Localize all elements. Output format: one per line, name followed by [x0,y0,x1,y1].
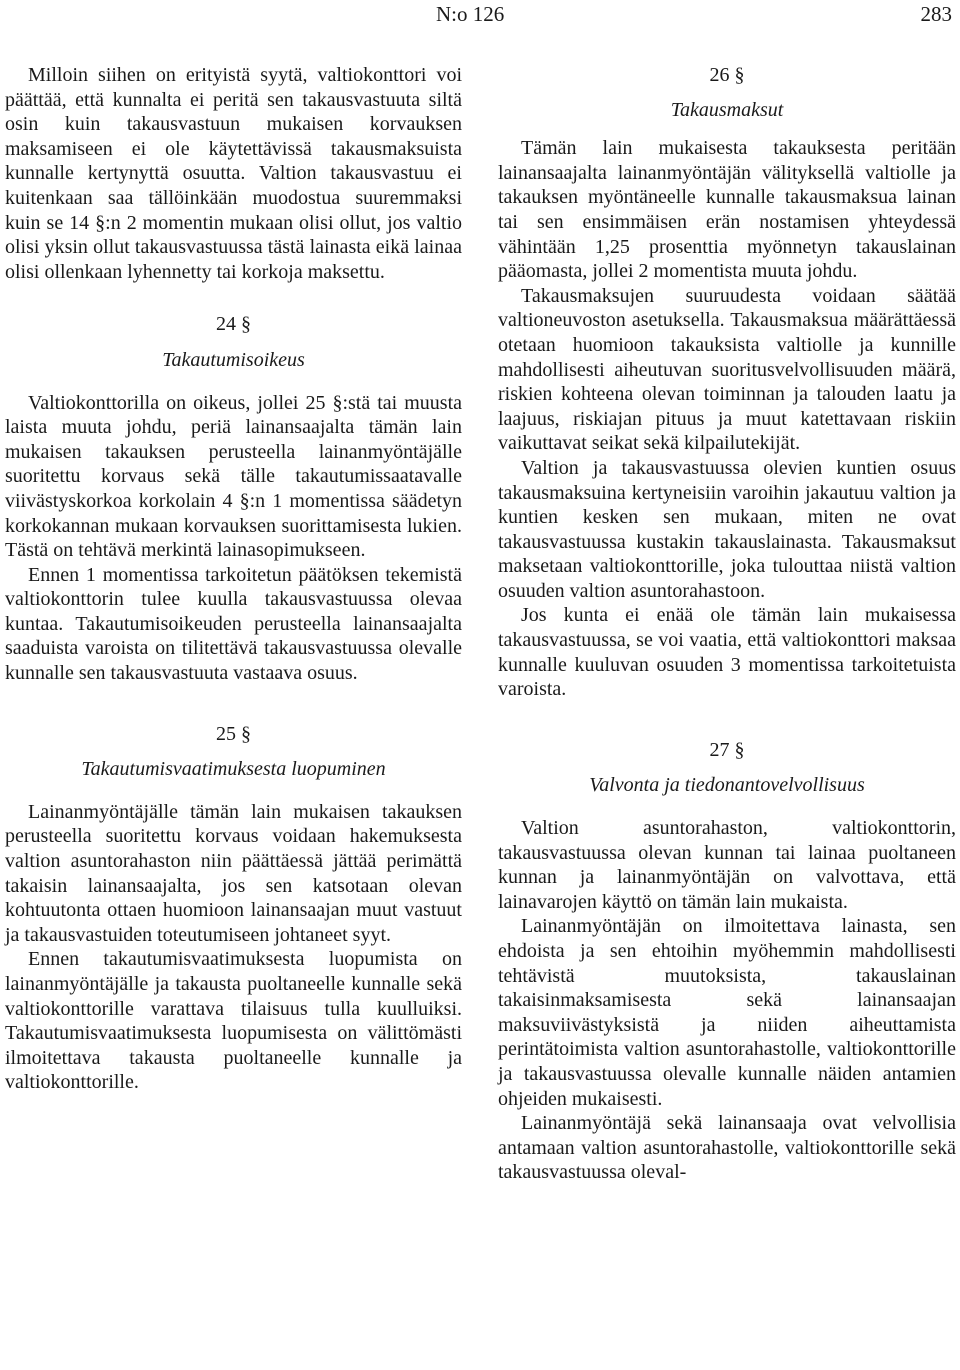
section-24-paragraph: Valtiokonttorilla on oikeus, jollei 25 §:stä tai muusta laista muuta johdu, periä lainansaajalta tämän lain mukaisen takauksen perusteella lainanmyöntäjälle suoritettu korvaus sekä tälle takautumissaatavalle viivästyskorkoa korkolain 4 §:n 1 momentissa säädetyn korkokannan mukaan korvauksen suorittamisesta lukien. Tästä on tehtävä merkintä lainasopimukseen. [5,391,462,562]
right-column [498,63,956,1185]
section-27-title: Valvonta ja tiedonantovelvollisuus [589,774,865,797]
left-column [5,63,462,1095]
section-26-paragraph: Takausmaksujen suuruudesta voidaan säätää valtioneuvoston asetuksella. Takausmaksua määrättäessä otetaan huomioon takauksista valtiolle ja kunnille mahdollisesti aiheutuvan suoritusvelvollisuuden määrä, riskien kohteena olevan toiminnan ja talouden laatu ja laajuus, riskiajan pituus ja muut katettavaan riskiin vaikuttavat seikat sekä kilpailutekijät. [498,284,956,455]
page-number: 283 [920,2,952,26]
section-24-paragraph: Ennen 1 momentissa tarkoitetun päätöksen tekemistä valtiokonttorin tulee kuulla takausvastuussa olevaa kuntaa. Takautumisoikeuden perusteella lainansaajalta saaduista varoista on tilitettävä takausvastuussa olevalle kunnalle sen takausvastuuta vastaava osuus. [5,563,462,685]
section-24-title: Takautumisoikeus [162,348,305,371]
section-25-paragraph: Ennen takautumisvaatimuksesta luopumista on lainanmyöntäjälle ja takausta puoltaneelle kunnalle sekä valtiokonttorille varattava tilaisuus tulla kuulluiksi. Takautumisvaatimuksesta luopumisesta on välittömästi ilmoitettava takausta puoltaneelle kunnalle ja valtiokonttorille. [5,948,462,1094]
section-25-number: 25 § [216,722,251,745]
section-27-paragraph: Lainanmyöntäjän on ilmoitettava lainasta, sen ehdoista ja sen ehtoihin myöhemmin mahdollisesti tehtävistä muutoksista, takauslainan takaisinmaksamisesta sekä lainansaajan maksuviivästyksistä ja niiden aiheuttamista perintätoimista valtion asuntorahastolle, valtiokonttorille ja takausvastuussa olevalle kunnalle näiden antamien ohjeiden mukaisesti. [498,915,956,1110]
section-26-number: 26 § [709,64,745,86]
page-header [0,2,960,32]
section-26-paragraph: Valtion ja takausvastuussa olevien kuntien osuus takausmaksuina kertyneisiin varoihin jakautuu valtion ja kuntien kesken sen mukaan, miten ne ovat takausvastuussa kustakin takauslainasta. Takausmaksut maksetaan valtiokonttorille, joka tulouttaa niistä valtion osuuden valtion asuntorahastoon. [498,456,956,602]
issue-number: N:o 126 [436,2,505,26]
intro-paragraph: Milloin siihen on erityistä syytä, valtiokonttori voi päättää, että kunnalta ei peritä sen takausvastuuta siltä osin kuin takausvastuun mukaisen korvauksen maksamiseen ei ole käytettävissä takausmaksuista kunnalle kertynyttä osuutta. Valtion takausvastuu ei kuitenkaan saa tällöinkään muodostua suuremmaksi kuin se 14 §:n 2 momentin mukaan olisi ollut, jos valtio olisi yksin ollut takausvastuussa tästä lainasta eikä lainaa olisi ollenkaan lyhennetty tai korkoja maksettu. [5,64,462,283]
section-25-title: Takautumisvaatimuksesta luopuminen [81,758,386,781]
section-24-number: 24 § [216,313,251,336]
section-27-paragraph: Lainanmyöntäjä sekä lainansaaja ovat velvollisia antamaan valtion asuntorahastolle, valtiokonttorille sekä takausvastuussa oleval- [498,1112,956,1184]
section-27-number: 27 § [709,738,745,761]
section-26-paragraph: Tämän lain mukaisesta takauksesta peritään lainansaajalta lainanmyöntäjän välityksellä valtiolle ja takauksen myöntäneelle kunnalle takausmaksua lainan tai sen ensimmäisen erän nostamisen yhteydessä vähintään 1,25 prosenttia myönnetyn takauslainan pääomasta, jollei 2 momentista muuta johdu. [498,137,956,283]
section-27-paragraph: Valtion asuntorahaston, valtiokonttorin, takausvastuussa olevan kunnan tai lainaa puoltaneen kunnan ja lainanmyöntäjän on valvottava, että lainavarojen käyttö on tämän lain mukaista. [498,817,956,913]
section-25-paragraph: Lainanmyöntäjälle tämän lain mukaisen takauksen perusteella suoritettu korvaus voidaan hakemuksesta valtion asuntorahaston niin päättäessä jättää perimättä takaisin lainansaajalta, jos sen katsotaan olevan kohtuutonta ottaen huomioon lainansaajan muut vastuut ja takausvastuiden toteutumiseen johtaneet syyt. [5,800,462,946]
section-26-title: Takausmaksut [670,98,784,121]
section-26-paragraph: Jos kunta ei enää ole tämän lain mukaisessa takausvastuussa, se voi vaatia, että valtiokonttori maksaa kunnalle kuuluvan osuuden 3 momentissa tarkoitetuista varoista. [498,604,956,701]
